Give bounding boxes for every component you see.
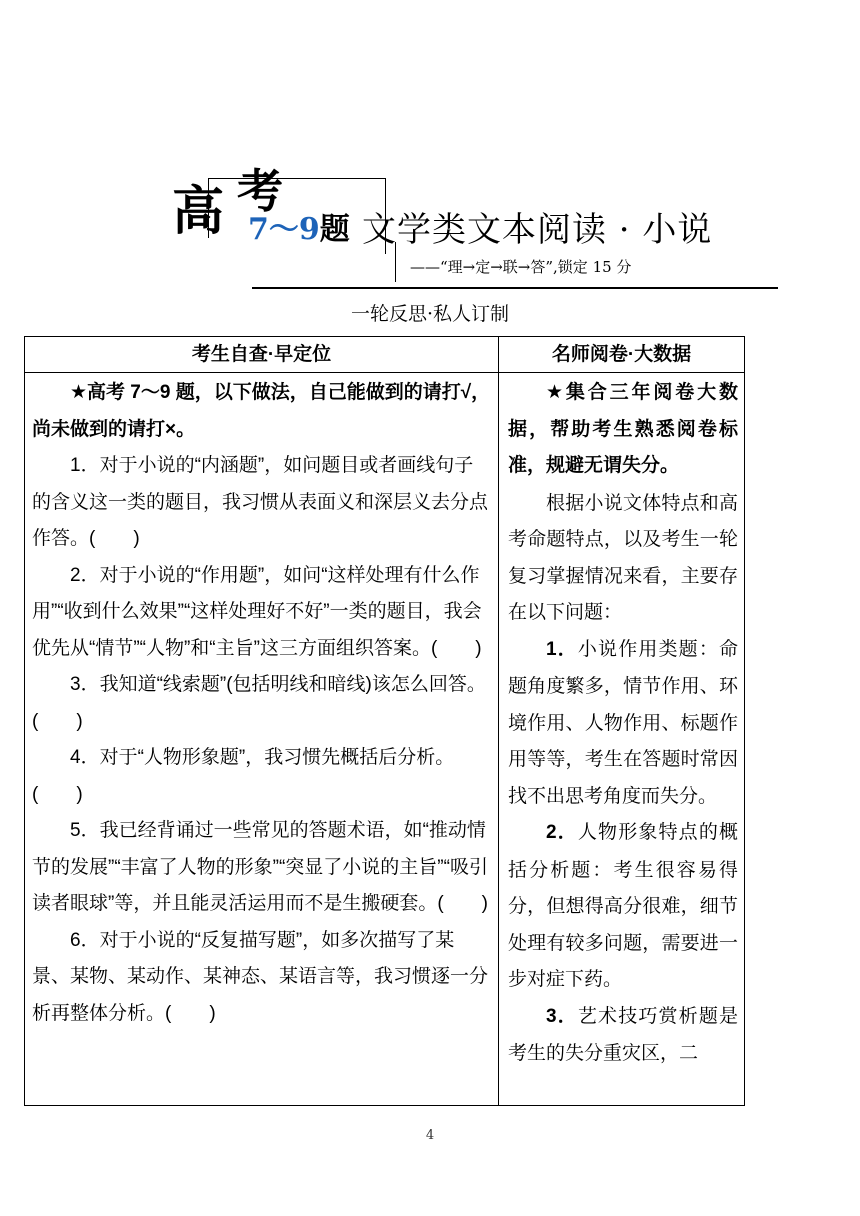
big-data-item-2-text: 人物形象特点的概括分析题：考生很容易得分，但想得高分很难，细节处理有较多问题，需要进一步对症下药。 bbox=[508, 821, 738, 990]
self-check-item-1: 1．对于小说的“内涵题”，如问题目或者画线句子的含义这一类的题目，我习惯从表面义和深层义去分点作答。( ) bbox=[32, 455, 489, 549]
review-table bbox=[24, 336, 745, 1106]
big-data-column bbox=[499, 373, 744, 1105]
section-slogan: ——“理→定→联→答”,锁定 15 分 bbox=[410, 258, 632, 276]
big-data-item-3-num: 3． bbox=[546, 1005, 578, 1027]
big-data-item-1-num: 1． bbox=[546, 638, 578, 660]
big-data-paragraph: 根据小说文体特点和高考命题特点，以及考生一轮复习掌握情况来看，主要存在以下问题： bbox=[508, 491, 738, 623]
table-header-big-data: 名师阅卷·大数据 bbox=[499, 337, 744, 373]
banner-frame-top bbox=[208, 178, 386, 179]
big-data-item-2 bbox=[508, 814, 738, 998]
self-check-item-3: 3．我知道“线索题”(包括明线和暗线)该怎么回答。( ) bbox=[32, 674, 486, 732]
banner-char-kao: 考 bbox=[237, 164, 283, 218]
big-data-item-1-text: 小说作用类题：命题角度繁多，情节作用、环境作用、人物作用、标题作用等等，考生在答题时常因找不出思考角度而失分。 bbox=[508, 637, 738, 807]
big-data-item-3-text: 艺术技巧赏析题是考生的失分重灾区，二 bbox=[508, 1004, 738, 1064]
self-check-column bbox=[25, 373, 499, 1105]
banner-underline bbox=[252, 287, 778, 289]
question-range-number: 7～9 bbox=[248, 212, 320, 247]
big-data-intro: ★集合三年阅卷大数据，帮助考生熟悉阅卷标准，规避无谓失分。 bbox=[508, 382, 738, 476]
big-data-item-1 bbox=[508, 631, 738, 815]
big-data-item-2-num: 2． bbox=[546, 822, 578, 843]
page-subtitle: 一轮反思·私人订制 bbox=[350, 303, 510, 325]
header-banner bbox=[0, 0, 860, 300]
self-check-intro: ★高考 7～9 题，以下做法，自己能做到的请打√，尚未做到的请打×。 bbox=[32, 382, 491, 440]
banner-char-gao: 高 bbox=[172, 181, 225, 242]
self-check-item-4: 4．对于“人物形象题”，我习惯先概括后分析。( ) bbox=[32, 747, 455, 805]
big-data-item-3 bbox=[508, 998, 738, 1072]
question-range-unit: 题 bbox=[319, 212, 350, 247]
page-number: 4 bbox=[425, 1128, 435, 1143]
section-title: 文学类文本阅读 · 小说 bbox=[362, 210, 713, 250]
self-check-item-6: 6．对于小说的“反复描写题”，如多次描写了某景、某物、某动作、某神态、某语言等，我习惯逐一分析再整体分析。( ) bbox=[32, 929, 489, 1024]
self-check-item-2: 2．对于小说的“作用题”，如问“这样处理有什么作用”“收到什么效果”“这样处理好不好”一类的题目，我会优先从“情节”“人物”和“主旨”这三方面组织答案。( ) bbox=[32, 564, 482, 659]
table-header-self-check: 考生自查·早定位 bbox=[25, 337, 499, 373]
question-range bbox=[248, 214, 350, 246]
self-check-item-5: 5．我已经背诵过一些常见的答题术语，如“推动情节的发展”“丰富了人物的形象”“突显了小说的主旨”“吸引读者眼球”等，并且能灵活运用而不是生搬硬套。( ) bbox=[32, 820, 488, 914]
